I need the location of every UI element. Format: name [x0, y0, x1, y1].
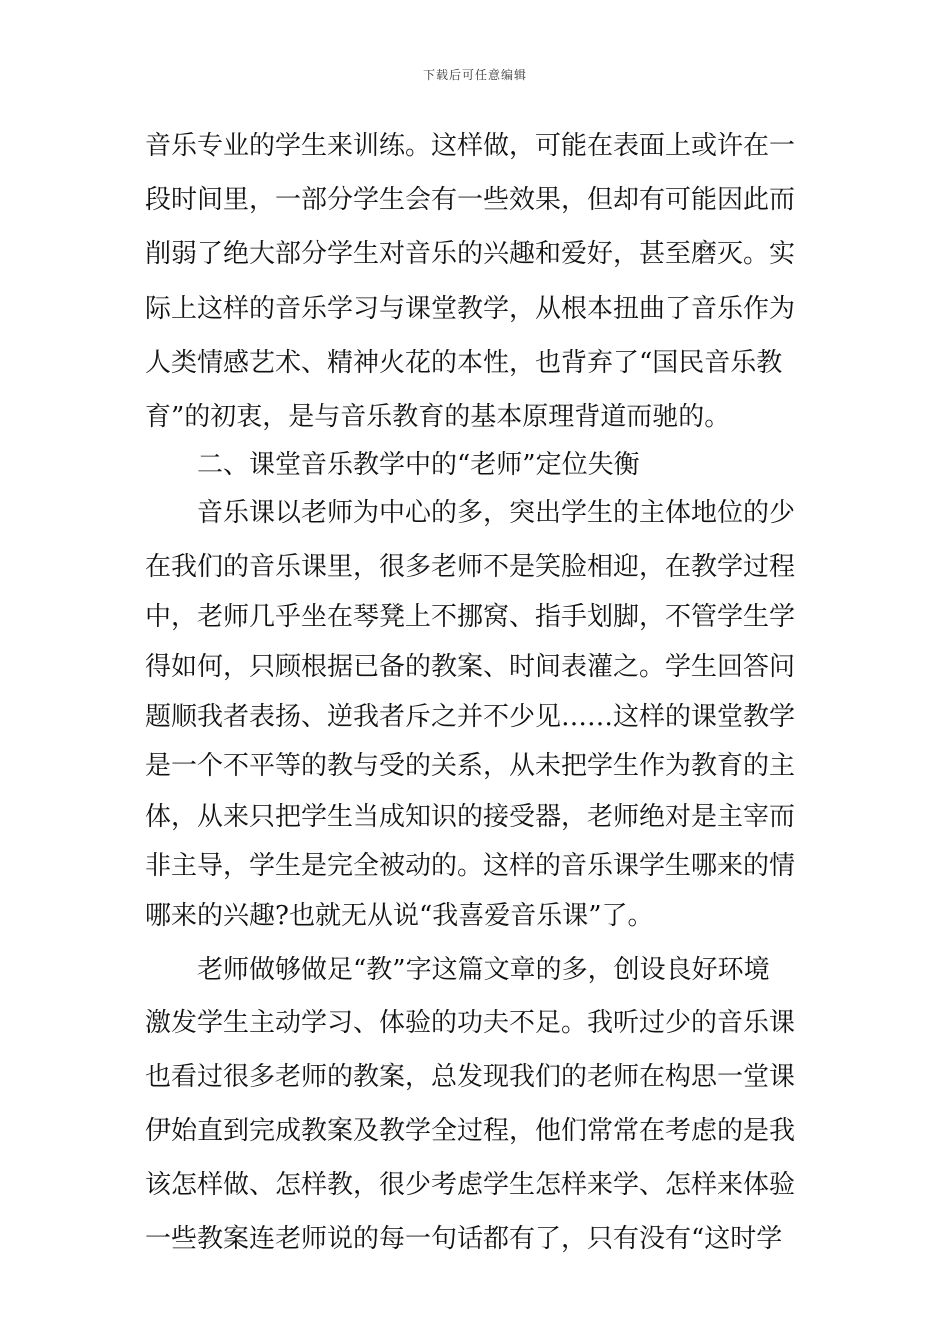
body-line: 非主导，学生是完全被动的。这样的音乐课学生哪来的情 [145, 851, 796, 881]
section-heading: 二、课堂音乐教学中的“老师”定位失衡 [197, 450, 640, 480]
body-line: 哪来的兴趣?也就无从说“我喜爱音乐课”了。 [145, 901, 654, 931]
body-line: 一些教案连老师说的每一句话都有了，只有没有“这时学 [145, 1224, 783, 1254]
body-line: 在我们的音乐课里，很多老师不是笑脸相迎，在教学过程 [145, 552, 796, 582]
body-line: 体，从来只把学生当成知识的接受器，老师绝对是主宰而 [145, 802, 796, 832]
body-line: 伊始直到完成教案及教学全过程，他们常常在考虑的是我 [145, 1116, 796, 1146]
body-line: 际上这样的音乐学习与课堂教学，从根本扭曲了音乐作为 [145, 294, 796, 324]
body-line: 中，老师几乎坐在琴凳上不挪窝、指手划脚，不管学生学 [145, 602, 796, 632]
body-line: 激发学生主动学习、体验的功夫不足。我听过少的音乐课 [145, 1008, 796, 1038]
body-line: 该怎样做、怎样教，很少考虑学生怎样来学、怎样来体验 [145, 1170, 796, 1200]
body-line: 是一个不平等的教与受的关系，从未把学生作为教育的主 [145, 751, 796, 781]
body-line: 也看过很多老师的教案，总发现我们的老师在构思一堂课 [145, 1062, 796, 1092]
body-line: 老师做够做足“教”字这篇文章的多，创设良好环境 [197, 955, 770, 985]
body-line: 段时间里，一部分学生会有一些效果，但却有可能因此而 [145, 185, 796, 215]
page-header-note: 下载后可任意编辑 [422, 68, 527, 82]
body-line: 音乐课以老师为中心的多，突出学生的主体地位的少 [197, 498, 796, 528]
body-line: 得如何，只顾根据已备的教案、时间表灌之。学生回答问 [145, 652, 796, 682]
body-line: 育”的初衷，是与音乐教育的基本原理背道而驰的。 [145, 402, 731, 432]
body-line: 音乐专业的学生来训练。这样做，可能在表面上或许在一 [145, 131, 796, 161]
body-line: 题顺我者表扬、逆我者斥之并不少见……这样的课堂教学 [145, 702, 796, 732]
body-line: 人类情感艺术、精神火花的本性，也背弃了“国民音乐教 [145, 348, 783, 378]
body-line: 削弱了绝大部分学生对音乐的兴趣和爱好，甚至磨灭。实 [145, 239, 796, 269]
